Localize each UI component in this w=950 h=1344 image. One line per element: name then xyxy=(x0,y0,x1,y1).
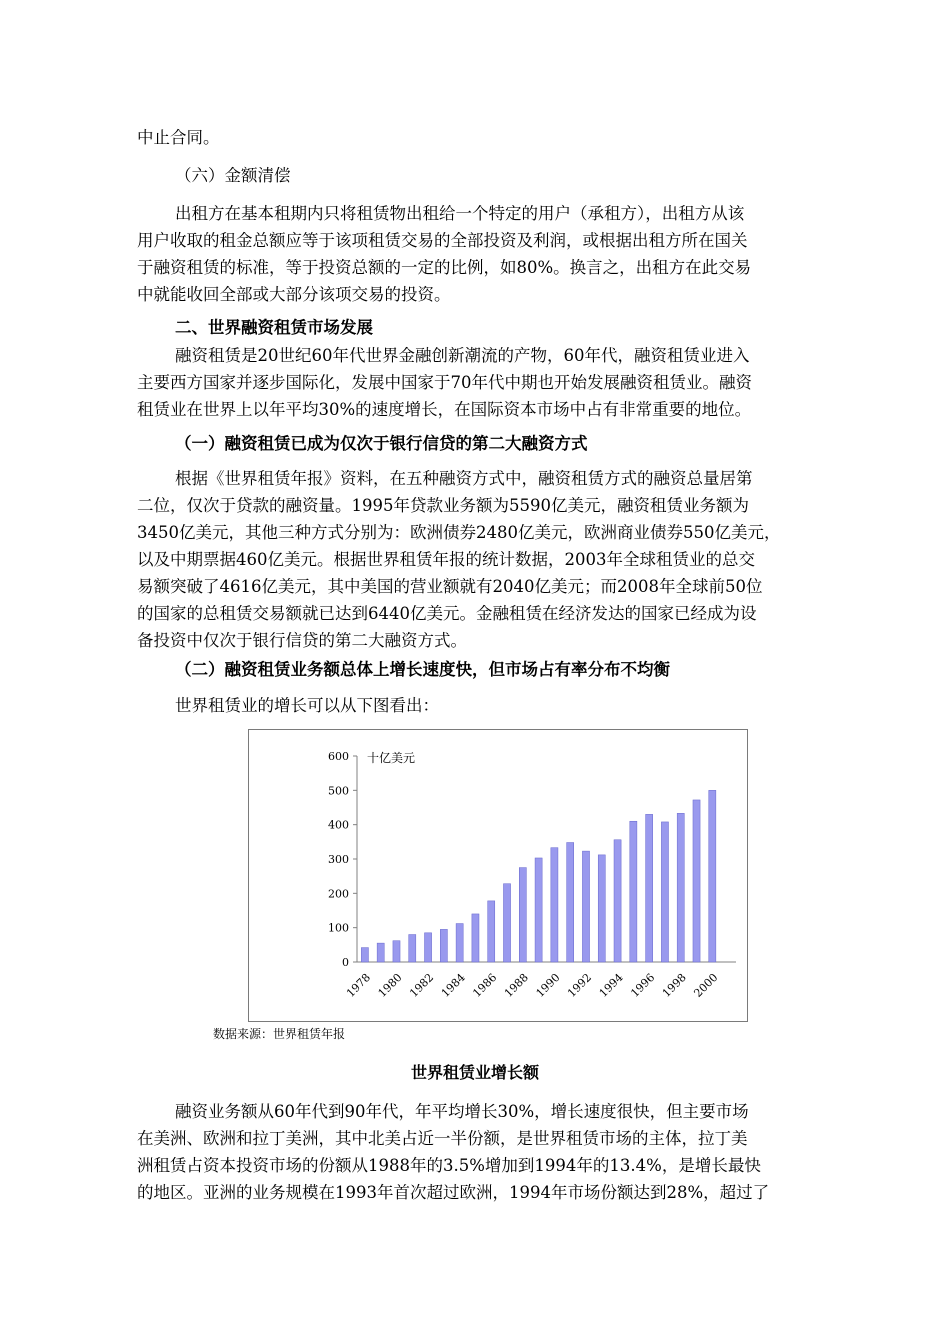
para-1-line: 用户收取的租金总额应等于该项租赁交易的全部投资及利润，或根据出租方所在国关 xyxy=(137,231,748,250)
bar-1987 xyxy=(503,884,510,962)
bar-1990 xyxy=(551,848,558,962)
bar-1993 xyxy=(598,855,605,962)
para-0-text: 中止合同。 xyxy=(137,128,220,147)
x-tick-label: 1990 xyxy=(533,970,563,1000)
para-1 xyxy=(137,200,853,308)
unit-label: 十亿美元 xyxy=(367,751,416,765)
heading-subsection-1-text: （一）融资租赁已成为仅次于银行信贷的第二大融资方式 xyxy=(175,434,588,453)
heading-subsection-2 xyxy=(175,656,670,683)
bar-2000 xyxy=(709,790,716,962)
y-tick-label: 600 xyxy=(328,750,349,763)
x-tick-label: 1988 xyxy=(501,970,531,1000)
para-1-line: 中就能收回全部或大部分该项交易的投资。 xyxy=(137,285,451,304)
bar-1996 xyxy=(646,814,653,962)
y-tick-label: 200 xyxy=(328,887,349,901)
y-tick-label: 300 xyxy=(328,853,349,866)
para-3-line: 的国家的总租赁交易额就已达到6440亿美元。金融租赁在经济发达的国家已经成为设 xyxy=(137,604,757,623)
para-4-line: 世界租赁业的增长可以从下图看出： xyxy=(175,696,439,715)
bar-1986 xyxy=(488,901,495,962)
para-0 xyxy=(137,124,853,151)
para-3-line: 易额突破了4616亿美元，其中美国的营业额就有2040亿美元；而2008年全球前50位 xyxy=(137,577,763,596)
para-2 xyxy=(137,342,853,423)
bar-1983 xyxy=(440,929,447,962)
para-1-line: 出租方在基本租期内只将租赁物出租给一个特定的用户（承租方），出租方从该 xyxy=(175,204,745,223)
bar-1979 xyxy=(377,943,384,962)
heading-six xyxy=(175,162,291,189)
heading-subsection-2-text: （二）融资租赁业务额总体上增长速度快，但市场占有率分布不均衡 xyxy=(175,660,670,679)
para-3 xyxy=(137,465,853,654)
y-tick-label: 500 xyxy=(328,784,349,798)
bar-1998 xyxy=(677,813,684,962)
bar-1994 xyxy=(614,840,621,962)
bar-1978 xyxy=(361,948,368,962)
bar-1985 xyxy=(472,914,479,962)
y-tick-label: 400 xyxy=(328,818,349,832)
y-tick-label: 100 xyxy=(328,921,349,935)
x-tick-label: 1996 xyxy=(628,970,658,1000)
y-tick-label: 0 xyxy=(342,956,349,969)
x-tick-label: 1978 xyxy=(344,970,374,1000)
para-3-line: 3450亿美元，其他三种方式分别为：欧洲债券2480亿美元，欧洲商业债券550亿美元， xyxy=(137,523,781,542)
x-tick-label: 1992 xyxy=(565,970,595,1000)
x-tick-label: 1994 xyxy=(596,970,626,1000)
para-3-line: 根据《世界租赁年报》资料，在五种融资方式中，融资租赁方式的融资总量居第 xyxy=(175,469,753,488)
bar-1984 xyxy=(456,924,463,962)
para-3-line: 二位，仅次于贷款的融资量。1995年贷款业务额为5590亿美元，融资租赁业务额为 xyxy=(137,496,749,515)
para-4 xyxy=(137,692,853,719)
bar-1992 xyxy=(582,851,589,962)
bar-1997 xyxy=(661,822,668,962)
para-1-line: 于融资租赁的标准，等于投资总额的一定的比例，如80%。换言之，出租方在此交易 xyxy=(137,258,752,277)
heading-subsection-1 xyxy=(175,430,588,457)
bar-1980 xyxy=(393,941,400,962)
bar-1999 xyxy=(693,800,700,962)
para-5-line: 融资业务额从60年代到90年代，年平均增长30%，增长速度很快，但主要市场 xyxy=(175,1102,749,1121)
leasing-growth-bar-chart xyxy=(249,730,747,1021)
bar-1981 xyxy=(409,935,416,962)
x-tick-label: 2000 xyxy=(691,970,721,1000)
x-tick-label: 1986 xyxy=(470,970,500,1000)
para-2-line: 租赁业在世界上以年平均30%的速度增长，在国际资本市场中占有非常重要的地位。 xyxy=(137,400,752,419)
bar-1988 xyxy=(519,868,526,962)
heading-section-two xyxy=(175,314,373,341)
bar-1982 xyxy=(425,933,432,962)
bar-1995 xyxy=(630,821,637,962)
x-tick-label: 1984 xyxy=(438,970,468,1000)
bar-1991 xyxy=(567,843,574,962)
heading-section-two-text: 二、世界融资租赁市场发展 xyxy=(175,318,373,337)
para-5 xyxy=(137,1098,853,1206)
para-3-line: 备投资中仅次于银行信贷的第二大融资方式。 xyxy=(137,631,467,650)
heading-six-text: （六）金额清偿 xyxy=(175,166,291,185)
data-source-note: 数据来源：世界租赁年报 xyxy=(213,1027,346,1041)
x-tick-label: 1998 xyxy=(659,970,689,1000)
para-2-line: 融资租赁是20世纪60年代世界金融创新潮流的产物，60年代，融资租赁业进入 xyxy=(175,346,750,365)
chart-caption: 世界租赁业增长额 xyxy=(410,1063,539,1082)
chart-frame xyxy=(248,729,748,1022)
bar-1989 xyxy=(535,858,542,962)
x-tick-label: 1982 xyxy=(407,970,437,1000)
x-tick-label: 1980 xyxy=(375,970,405,1000)
para-2-line: 主要西方国家并逐步国际化，发展中国家于70年代中期也开始发展融资租赁业。融资 xyxy=(137,373,752,392)
para-5-line: 的地区。亚洲的业务规模在1993年首次超过欧洲，1994年市场份额达到28%，超过了 xyxy=(137,1183,770,1202)
para-3-line: 以及中期票据460亿美元。根据世界租赁年报的统计数据，2003年全球租赁业的总交 xyxy=(137,550,755,569)
para-5-line: 在美洲、欧洲和拉丁美洲，其中北美占近一半份额，是世界租赁市场的主体，拉丁美 xyxy=(137,1129,748,1148)
para-5-line: 洲租赁占资本投资市场的份额从1988年的3.5%增加到1994年的13.4%，是增长最快 xyxy=(137,1156,761,1175)
